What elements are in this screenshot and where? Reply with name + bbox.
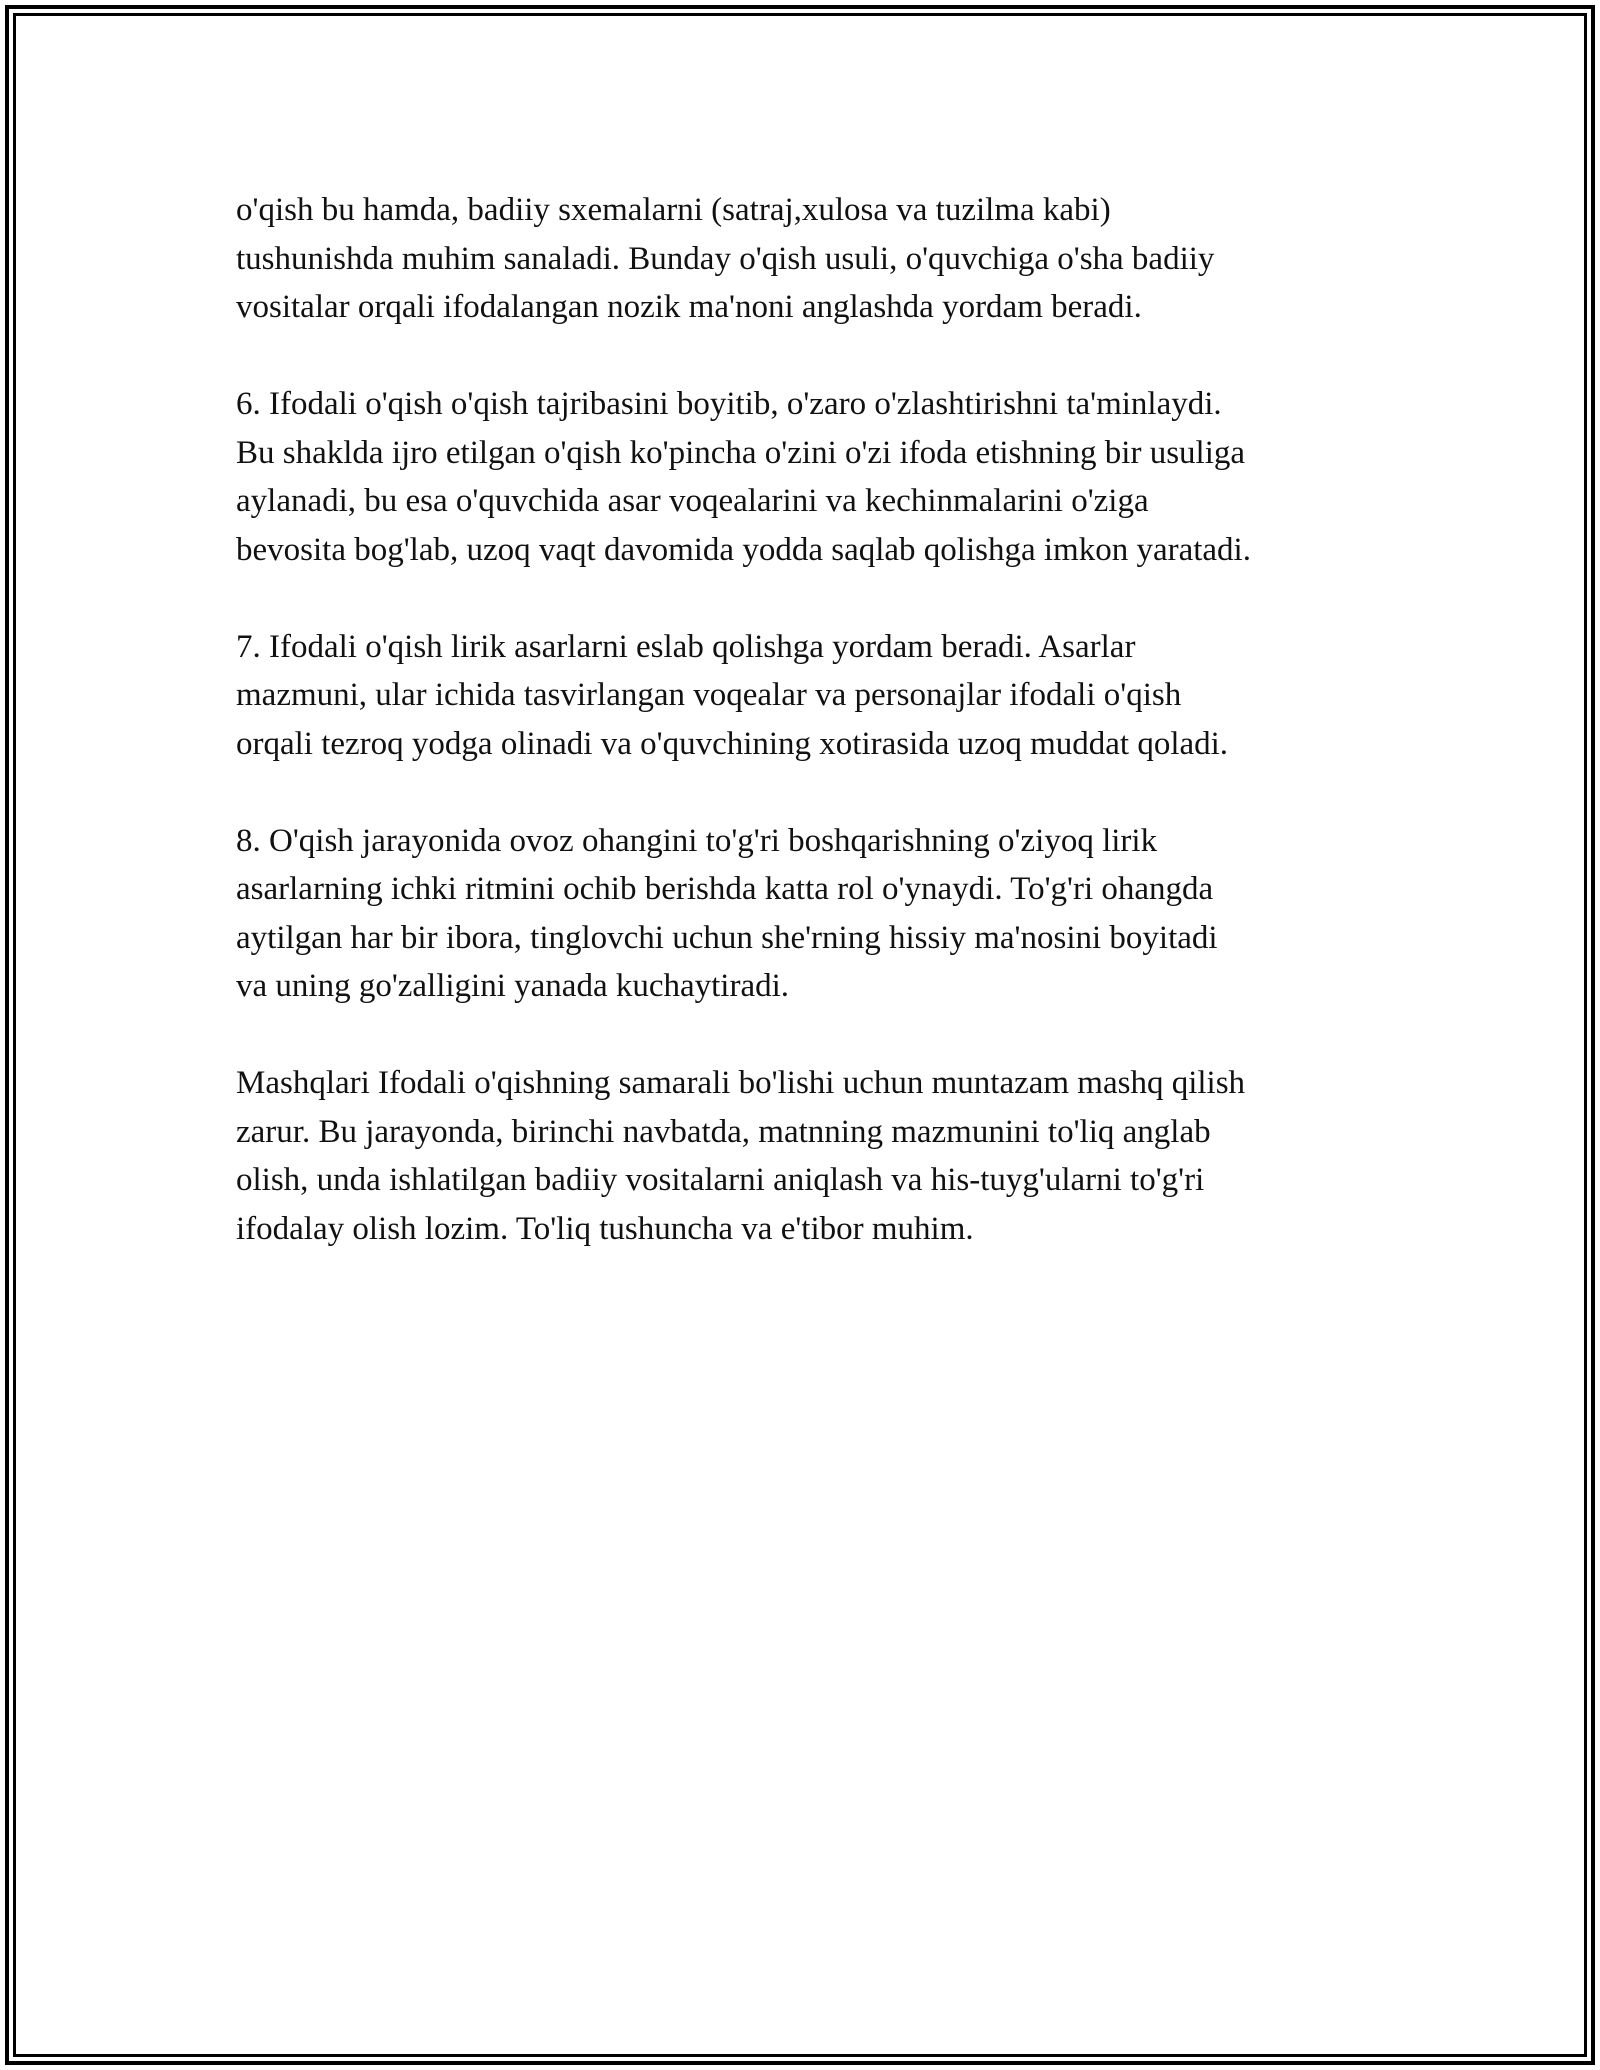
paragraph-1 <box>236 186 1396 332</box>
text-line: asarlarning ichki ritmini ochib berishda katta rol o'ynaydi. To'g'ri ohangda <box>236 871 1214 907</box>
text-line: 7. Ifodali o'qish lirik asarlarni eslab qolishga yordam beradi. Asarlar <box>236 628 1136 665</box>
text-line: 8. O'qish jarayonida ovoz ohangini to'g'ri boshqarishning o'ziyoq lirik <box>236 822 1158 859</box>
text-line: vositalar orqali ifodalangan nozik ma'noni anglashda yordam beradi. <box>236 289 1142 325</box>
text-line: bevosita bog'lab, uzoq vaqt davomida yodda saqlab qolishga imkon yaratadi. <box>236 531 1251 568</box>
text-line: Mashqlari Ifodali o'qishning samarali bo'lishi uchun muntazam mashq qilish <box>236 1065 1246 1101</box>
text-line: 6. Ifodali o'qish o'qish tajribasini boyitib, o'zaro o'zlashtirishni ta'minlaydi. <box>236 386 1222 422</box>
paragraph-2 <box>236 380 1396 574</box>
text-line: olish, unda ishlatilgan badiiy vositalarni aniqlash va his-tuyg'ularni to'g'ri <box>236 1162 1205 1198</box>
text-line: ifodalay olish lozim. To'liq tushuncha va e'tibor muhim. <box>236 1210 974 1247</box>
text-line: tushunishda muhim sanaladi. Bunday o'qish usuli, o'quvchiga o'sha badiiy <box>236 240 1215 277</box>
document-body <box>236 186 1396 1302</box>
text-line: aytilgan har bir ibora, tinglovchi uchun she'rning hissiy ma'nosini boyitadi <box>236 919 1218 956</box>
text-line: mazmuni, ular ichida tasvirlangan voqealar va personajlar ifodali o'qish <box>236 677 1182 713</box>
paragraph-4 <box>236 817 1396 1011</box>
text-line: aylanadi, bu esa o'quvchida asar voqealarini va kechinmalarini o'ziga <box>236 483 1149 519</box>
text-line: Bu shaklda ijro etilgan o'qish ko'pincha o'zini o'zi ifoda etishning bir usuliga <box>236 434 1246 471</box>
text-line: zarur. Bu jarayonda, birinchi navbatda, matnning mazmunini to'liq anglab <box>236 1113 1211 1150</box>
paragraph-5 <box>236 1059 1396 1253</box>
text-line: o'qish bu hamda, badiiy sxemalarni (satraj,xulosa va tuzilma kabi) <box>236 192 1111 228</box>
text-line: orqali tezroq yodga olinadi va o'quvchining xotirasida uzoq muddat qoladi. <box>236 725 1229 762</box>
paragraph-3 <box>236 623 1396 769</box>
text-line: va uning go'zalligini yanada kuchaytiradi. <box>236 968 790 1004</box>
